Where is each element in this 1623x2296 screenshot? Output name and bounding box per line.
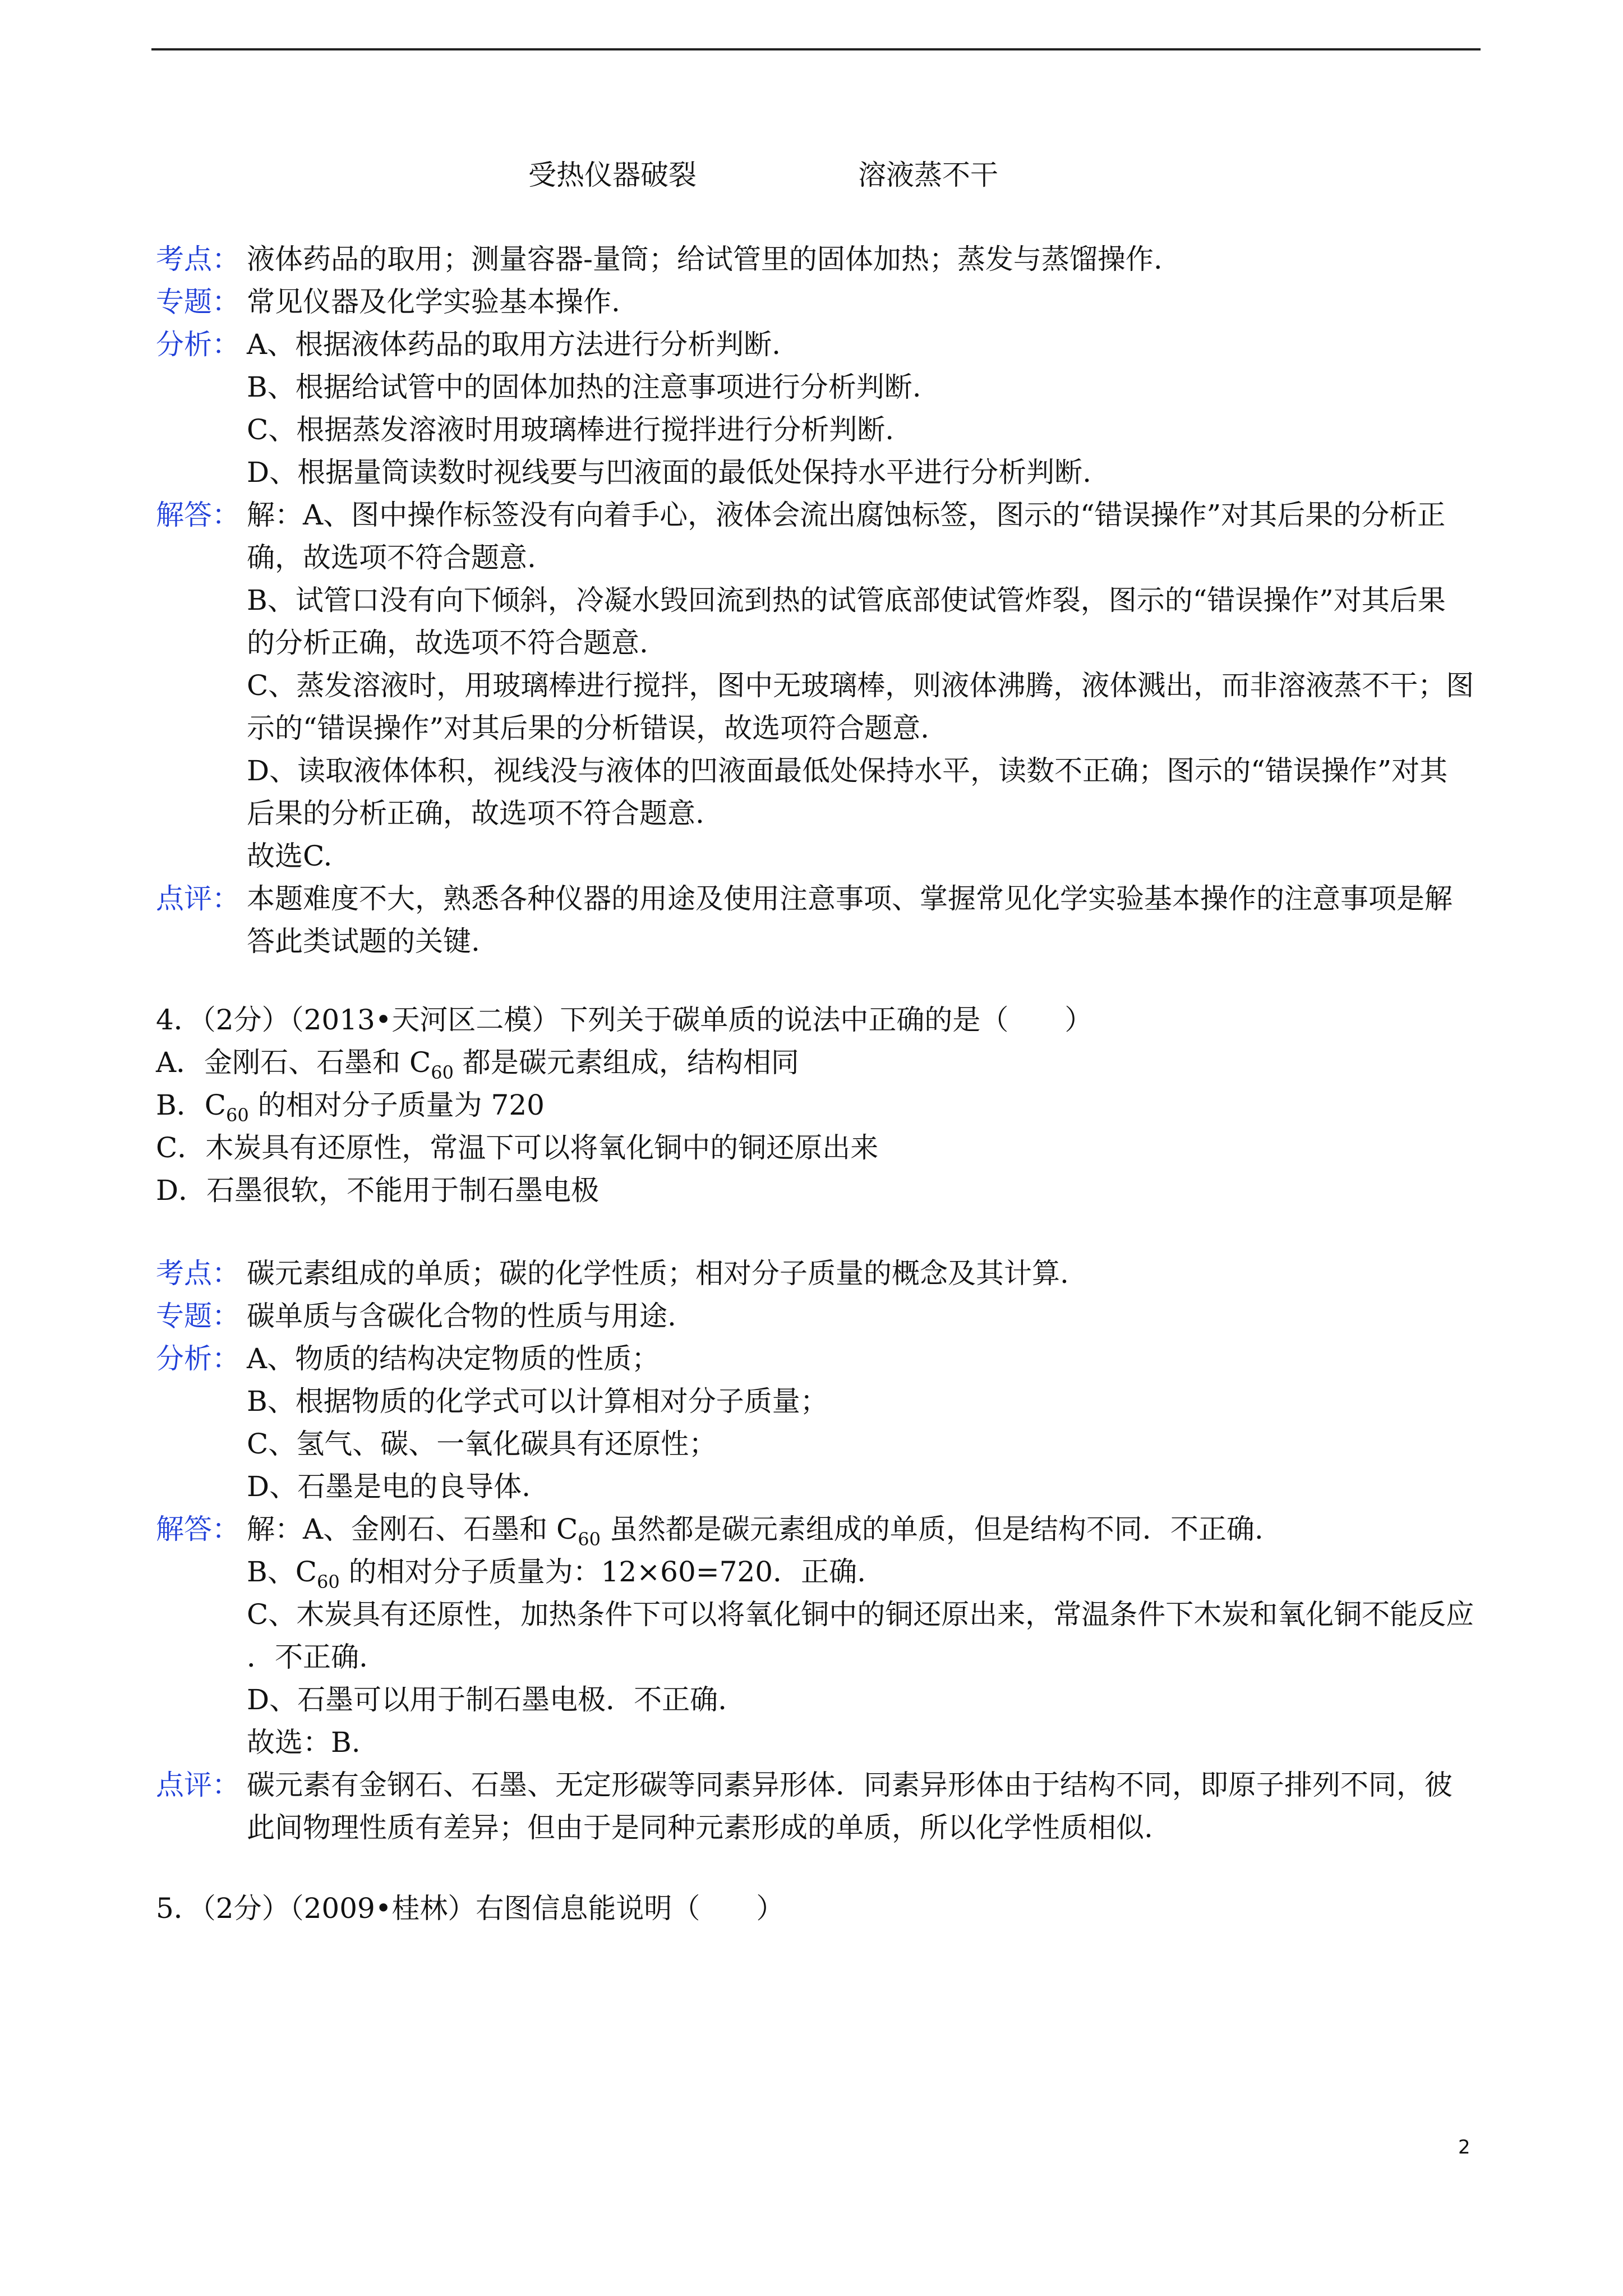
q3-fenxi-line: B、根据给试管中的固体加热的注意事项进行分析判断. (247, 371, 921, 403)
q4-fenxi-line: C、氢气、碳、一氧化碳具有还原性； (247, 1428, 717, 1460)
q3-dianping-line: 本题难度不大，熟悉各种仪器的用途及使用注意事项、掌握常见化学实验基本操作的注意事项是解 (247, 882, 1453, 915)
q4-zhuanti-label: 专题： (156, 1300, 240, 1332)
q4-jieda-line: 解：A、金刚石、石墨和 $C_{60}$ 虽然都是碳元素组成的单质，但是结构不同．不正确. (247, 1513, 1264, 1550)
q3-fenxi-line: D、根据量筒读数时视线要与凹液面的最低处保持水平进行分析判断. (247, 456, 1091, 489)
q4-fenxi-line: A、物质的结构决定物质的性质； (247, 1342, 660, 1375)
q4-jieda-line: D、石墨可以用于制石墨电极．不正确. (247, 1683, 727, 1716)
q3-dianping-label: 点评： (156, 882, 240, 915)
q3-jieda-line: 的分析正确，故选项不符合题意. (247, 627, 648, 659)
q3-zhuanti-text: 常见仪器及化学实验基本操作. (247, 286, 620, 318)
q4-option-c: C．木炭具有还原性，常温下可以将氧化铜中的铜还原出来 (156, 1131, 879, 1164)
q3-dianping-line: 答此类试题的关键. (247, 925, 480, 958)
q3-jieda-line: 故选C. (247, 840, 333, 872)
q4-jieda-label: 解答： (156, 1513, 240, 1545)
q3-jieda-line: B、试管口没有向下倾斜，冷凝水毁回流到热的试管底部使试管炸裂，图示的“错误操作”对其后果 (247, 584, 1446, 616)
q3-jieda-line: 示的“错误操作”对其后果的分析错误，故选项符合题意. (247, 712, 930, 744)
q3-fenxi-line: C、根据蒸发溶液时用玻璃棒进行搅拌进行分析判断. (247, 413, 895, 446)
q4-fenxi-line: D、石墨是电的良导体. (247, 1470, 531, 1503)
q3-fenxi-label: 分析： (156, 328, 240, 361)
q3-kaodian-label: 考点： (156, 243, 240, 275)
q4-stem: 4．（2分）（2013•天河区二模）下列关于碳单质的说法中正确的是（ ） (156, 1004, 1093, 1036)
q5-stem: 5．（2分）（2009•桂林）右图信息能说明（ ） (156, 1892, 785, 1925)
q4-kaodian-text: 碳元素组成的单质；碳的化学性质；相对分子质量的概念及其计算. (247, 1257, 1069, 1290)
q3-jieda-line: D、读取液体体积，视线没与液体的凹液面最低处保持水平，读数不正确；图示的“错误操作”对其 (247, 754, 1448, 787)
caption-left: 受热仪器破裂 (528, 159, 697, 191)
q4-dianping-line: 此间物理性质有差异；但由于是同种元素形成的单质，所以化学性质相似. (247, 1811, 1153, 1844)
q4-jieda-line: ．不正确. (247, 1641, 368, 1673)
q4-kaodian-label: 考点： (156, 1257, 240, 1290)
q3-fenxi-line: A、根据液体药品的取用方法进行分析判断. (247, 328, 781, 361)
q4-fenxi-label: 分析： (156, 1342, 240, 1375)
header-rule (151, 48, 1481, 50)
q4-option-b: B．$C_{60}$ 的相对分子质量为 720 (156, 1089, 545, 1126)
q4-zhuanti-text: 碳单质与含碳化合物的性质与用途. (247, 1300, 676, 1332)
q3-jieda-label: 解答： (156, 499, 240, 531)
q4-option-d: D．石墨很软，不能用于制石墨电极 (156, 1174, 600, 1207)
q4-jieda-line: B、$C_{60}$ 的相对分子质量为：12×60=720．正确. (247, 1556, 866, 1593)
page-number: 2 (1458, 2136, 1470, 2159)
q4-jieda-line: C、木炭具有还原性，加热条件下可以将氧化铜中的铜还原出来，常温条件下木炭和氧化铜不能反应 (247, 1598, 1474, 1631)
q4-option-a: A．金刚石、石墨和 $C_{60}$ 都是碳元素组成，结构相同 (156, 1046, 799, 1083)
q3-jieda-line: C、蒸发溶液时，用玻璃棒进行搅拌，图中无玻璃棒，则液体沸腾，液体溅出，而非溶液蒸不干；图 (247, 669, 1474, 702)
q4-jieda-line: 故选：B. (247, 1726, 361, 1759)
q4-fenxi-line: B、根据物质的化学式可以计算相对分子质量； (247, 1385, 828, 1418)
q3-zhuanti-label: 专题： (156, 286, 240, 318)
q4-dianping-line: 碳元素有金钢石、石墨、无定形碳等同素异形体．同素异形体由于结构不同，即原子排列不同，彼 (247, 1769, 1453, 1801)
q3-kaodian-text: 液体药品的取用；测量容器-量筒；给试管里的固体加热；蒸发与蒸馏操作. (247, 243, 1163, 275)
caption-right: 溶液蒸不干 (858, 159, 998, 191)
q3-jieda-line: 后果的分析正确，故选项不符合题意. (247, 797, 704, 830)
q4-dianping-label: 点评： (156, 1769, 240, 1801)
q3-jieda-line: 解：A、图中操作标签没有向着手心，液体会流出腐蚀标签，图示的“错误操作”对其后果的分析正 (247, 499, 1446, 531)
q3-jieda-line: 确，故选项不符合题意. (247, 541, 536, 574)
